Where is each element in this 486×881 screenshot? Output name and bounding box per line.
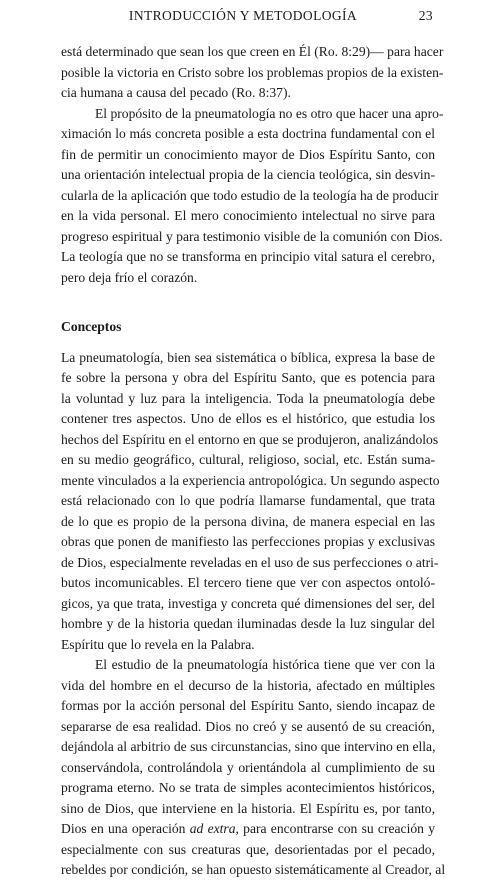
- text-line: una orientación intelectual propia de la ciencia teológica, sin desvin-: [61, 167, 435, 182]
- text-line: contener tres aspectos. Uno de ellos es el histórico, que estudia los: [61, 411, 435, 426]
- text-line: gicos, ya que trata, investiga y concreta qué dimensiones del ser, del: [61, 595, 435, 611]
- paragraph-purpose: [61, 104, 444, 289]
- italic-term: ad extra: [189, 821, 236, 836]
- text-line: especialmente con sus creaturas que, desorientadas por el pecado,: [61, 841, 435, 857]
- text-line: la voluntad y luz para la inteligencia. Toda la pneumatología debe: [61, 390, 435, 406]
- text-line: de Dios, especialmente reveladas en el uso de sus perfecciones o atri-: [61, 554, 439, 570]
- text-line: separarse de esa realidad. Dios no creó y se ausentó de su creación,: [61, 718, 435, 734]
- text-line: en su medio geográfico, cultural, religioso, social, etc. Están suma-: [61, 452, 435, 467]
- text-line: butos incomunicables. El tercero tiene que ver con aspectos ontoló-: [61, 575, 435, 590]
- running-header: [0, 8, 486, 28]
- paragraph-historical: [61, 655, 446, 881]
- text-line: conservándola, controlándola y orientándola al cumplimiento de su: [61, 759, 435, 775]
- text-line: pero deja frío el corazón.: [61, 269, 198, 285]
- text-run: , para encontrarse con su creación y: [235, 821, 435, 836]
- paragraph-continuation: [61, 42, 444, 104]
- text-line: formas por la acción personal del Espíritu Santo, siendo incapaz de: [61, 698, 435, 713]
- text-line: en la vida personal. El mero conocimiento intelectual no sirve para: [61, 208, 435, 223]
- text-line: fin de permitir un conocimiento mayor de Dios Espíritu Santo, con: [61, 146, 435, 162]
- text-line: hechos del Espíritu en el entorno en que se produjeron, analizándolos: [61, 431, 439, 447]
- text-line: cularla de la aplicación que todo estudio de la teología ha de producir: [61, 187, 439, 203]
- text-run: Dios en una operación: [61, 821, 190, 836]
- text-line: de lo que es propio de la persona divina, de manera especial en las: [61, 513, 435, 529]
- text-line: El estudio de la pneumatología histórica tiene que ver con la: [95, 657, 435, 672]
- page-number: 23: [418, 8, 433, 23]
- running-title: INTRODUCCIÓN Y METODOLOGÍA: [128, 8, 358, 23]
- text-line: La teología que no se transforma en principio vital satura el cerebro,: [61, 249, 435, 264]
- text-line: mente vinculados a la experiencia antropológica. Un segundo aspecto: [61, 472, 440, 488]
- text-line: obras que ponen de manifiesto las perfecciones propias y exclusivas: [61, 534, 435, 549]
- text-line: fe sobre la persona y obra del Espíritu Santo, que es potencia para: [61, 370, 435, 385]
- text-line: progreso espiritual y para testimonio visible de la comunión con Dios.: [61, 228, 443, 244]
- text-line: está relacionado con lo que podría llamarse fundamental, que trata: [61, 493, 435, 508]
- text-line: ximación lo más concreta posible a esta doctrina fundamental con el: [61, 126, 435, 141]
- text-line: sino de Dios, que interviene en la historia. El Espíritu es, por tanto,: [61, 800, 435, 816]
- text-line: programa eterno. No se trata de simples acontecimientos históricos,: [61, 780, 435, 795]
- text-line: rebeldes por condición, se han opuesto sistemáticamente al Creador, al: [61, 862, 446, 877]
- text-line: hombre y de la historia quedan iluminadas desde la luz singular del: [61, 616, 435, 631]
- paragraph-concepts: [61, 348, 440, 656]
- text-line: está determinado que sean los que creen en Él (Ro. 8:29)— para hacer: [61, 44, 444, 59]
- text-line: vida del hombre en el decurso de la historia, afectado en múltiples: [61, 677, 435, 693]
- body-text: [61, 42, 446, 881]
- text-line: La pneumatología, bien sea sistemática o bíblica, expresa la base de: [61, 349, 435, 365]
- text-line: El propósito de la pneumatología no es otro que hacer una apro-: [95, 105, 444, 121]
- text-line: Espíritu que lo revela en la Palabra.: [61, 636, 255, 652]
- text-line: posible la victoria en Cristo sobre los problemas propios de la existen-: [61, 64, 444, 80]
- text-line: [61, 819, 435, 840]
- text-line: dejándola al arbitrio de sus circunstancias, sino que intervino en ella,: [61, 739, 436, 754]
- section-heading: Conceptos: [61, 319, 122, 334]
- text-line: cia humana a causa del pecado (Ro. 8:37).: [61, 85, 291, 100]
